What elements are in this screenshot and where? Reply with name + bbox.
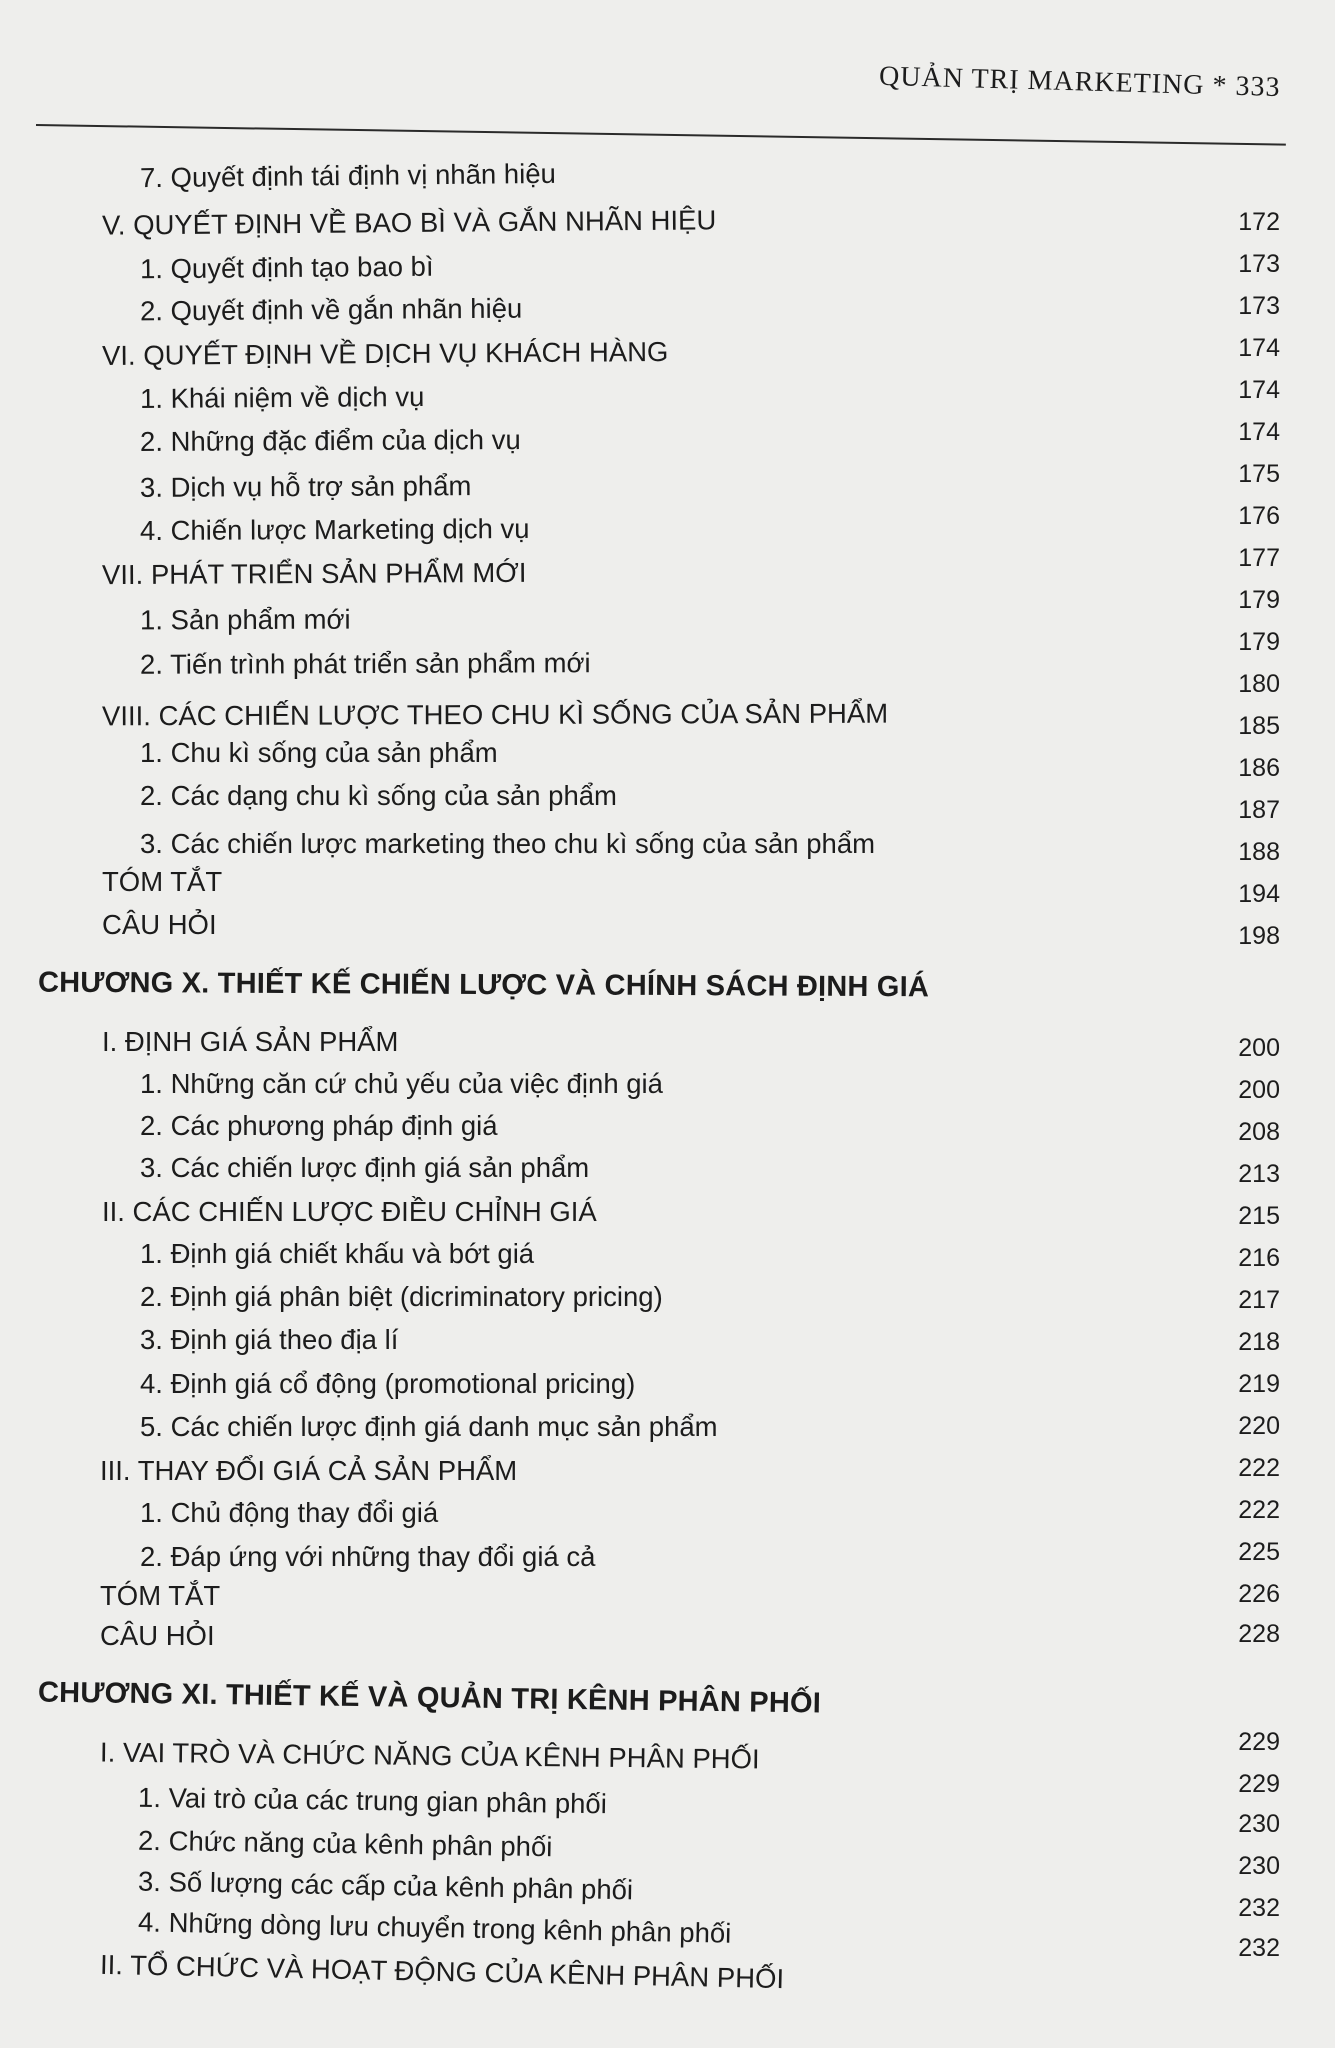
toc-entry: CÂU HỎI — [102, 909, 217, 940]
page-number: 179 — [1238, 628, 1280, 656]
page-number: 229 — [1238, 1728, 1280, 1756]
page-number: 173 — [1238, 250, 1280, 278]
page-number: 175 — [1238, 460, 1280, 488]
page-number: 174 — [1238, 334, 1280, 362]
toc-entry: I. VAI TRÒ VÀ CHỨC NĂNG CỦA KÊNH PHÂN PHỐI — [99, 1736, 760, 1775]
toc-entry: 5. Các chiến lược định giá danh mục sản phẩm — [140, 1411, 718, 1442]
toc-entry: 1. Chủ động thay đổi giá — [140, 1497, 439, 1528]
toc-entry: 2. Chức năng của kênh phân phối — [137, 1824, 553, 1863]
page-number: 222 — [1238, 1496, 1280, 1524]
page-number: 208 — [1238, 1118, 1280, 1146]
toc-entry: VIII. CÁC CHIẾN LƯỢC THEO CHU KÌ SỐNG CỦA SẢN PHẨM — [101, 697, 889, 732]
toc-entry: 1. Sản phẩm mới — [139, 603, 351, 636]
toc-entry: 1. Những căn cứ chủ yếu của việc định giá — [140, 1068, 663, 1099]
page-number: 179 — [1238, 586, 1280, 614]
page-number: 200 — [1238, 1076, 1280, 1104]
page-number: 174 — [1238, 418, 1280, 446]
toc-entry: VI. QUYẾT ĐỊNH VỀ DỊCH VỤ KHÁCH HÀNG — [101, 336, 669, 371]
page-number: 194 — [1238, 880, 1280, 908]
page-number: 230 — [1238, 1810, 1280, 1838]
page-number: 215 — [1238, 1202, 1280, 1230]
toc-entry: 1. Khái niệm về dịch vụ — [139, 381, 425, 414]
toc-entry: 2. Định giá phân biệt (dicriminatory pricing) — [140, 1281, 663, 1312]
page-number: 225 — [1238, 1538, 1280, 1566]
page-number: 200 — [1238, 1034, 1280, 1062]
page-number: 226 — [1238, 1580, 1280, 1608]
page-number: 174 — [1238, 376, 1280, 404]
toc-entry: 3. Số lượng các cấp của kênh phân phối — [137, 1865, 634, 1906]
toc-entry: II. CÁC CHIẾN LƯỢC ĐIỀU CHỈNH GIÁ — [102, 1196, 597, 1227]
header-rule — [36, 124, 1286, 146]
page-number: 220 — [1238, 1412, 1280, 1440]
running-header: QUẢN TRỊ MARKETING * 333 — [878, 60, 1281, 103]
page-number: 198 — [1238, 922, 1280, 950]
page-number: 186 — [1238, 754, 1280, 782]
toc-entry: 2. Quyết định về gắn nhãn hiệu — [139, 292, 523, 327]
chapter-heading: CHƯƠNG XI. THIẾT KẾ VÀ QUẢN TRỊ KÊNH PHÂN PHỐI — [37, 1676, 822, 1720]
toc-entry: 2. Đáp ứng với những thay đổi giá cả — [140, 1541, 596, 1572]
toc-entry: V. QUYẾT ĐỊNH VỀ BAO BÌ VÀ GẮN NHÃN HIỆU — [101, 204, 717, 241]
page-number: 180 — [1238, 670, 1280, 698]
page-number: 213 — [1238, 1160, 1280, 1188]
page-number: 172 — [1238, 208, 1280, 236]
toc-entry: TÓM TẮT — [100, 1580, 221, 1611]
toc-entry: 2. Các phương pháp định giá — [140, 1110, 498, 1141]
page-number: 232 — [1238, 1934, 1280, 1962]
toc-entry: III. THAY ĐỔI GIÁ CẢ SẢN PHẨM — [100, 1455, 518, 1486]
toc-entry: 3. Định giá theo địa lí — [140, 1324, 399, 1355]
toc-entry: TÓM TẮT — [102, 866, 223, 897]
page-number: 219 — [1238, 1370, 1280, 1398]
page-number: 173 — [1238, 292, 1280, 320]
page-number: 218 — [1238, 1328, 1280, 1356]
page-number: 228 — [1238, 1620, 1280, 1648]
page-number: 230 — [1238, 1852, 1280, 1880]
toc-entry: II. TỔ CHỨC VÀ HOẠT ĐỘNG CỦA KÊNH PHÂN PHỐI — [99, 1948, 785, 1995]
toc-entry: 4. Chiến lược Marketing dịch vụ — [139, 512, 530, 547]
toc-entry: VII. PHÁT TRIỂN SẢN PHẨM MỚI — [101, 556, 527, 591]
toc-entry: 2. Những đặc điểm của dịch vụ — [139, 424, 521, 457]
toc-entry: 7. Quyết định tái định vị nhãn hiệu — [139, 157, 556, 194]
toc-entry: 3. Các chiến lược marketing theo chu kì sống của sản phẩm — [140, 828, 876, 859]
page-number: 217 — [1238, 1286, 1280, 1314]
toc-entry: 1. Định giá chiết khấu và bớt giá — [140, 1238, 535, 1269]
page-number: 177 — [1238, 544, 1280, 572]
page-number: 185 — [1238, 712, 1280, 740]
page-number: 176 — [1238, 502, 1280, 530]
page-number: 188 — [1238, 838, 1280, 866]
toc-entry: 2. Tiến trình phát triển sản phẩm mới — [139, 647, 591, 680]
toc-entry: I. ĐỊNH GIÁ SẢN PHẨM — [102, 1026, 399, 1057]
page-number: 222 — [1238, 1454, 1280, 1482]
toc-entry: 1. Vai trò của các trung gian phân phối — [137, 1781, 608, 1820]
page-number: 229 — [1238, 1770, 1280, 1798]
toc-entry: 2. Các dạng chu kì sống của sản phẩm — [140, 780, 617, 811]
page-number: 187 — [1238, 796, 1280, 824]
toc-entry: 3. Dịch vụ hỗ trợ sản phẩm — [139, 470, 472, 503]
toc-entry: 1. Chu kì sống của sản phẩm — [140, 737, 498, 768]
toc-entry: CÂU HỎI — [100, 1620, 215, 1651]
chapter-heading: CHƯƠNG X. THIẾT KẾ CHIẾN LƯỢC VÀ CHÍNH SÁCH ĐỊNH GIÁ — [37, 966, 930, 1004]
page-number: 232 — [1238, 1894, 1280, 1922]
toc-entry: 1. Quyết định tạo bao bì — [139, 250, 434, 285]
toc-entry: 3. Các chiến lược định giá sản phẩm — [140, 1152, 590, 1183]
page-number: 216 — [1238, 1244, 1280, 1272]
toc-entry: 4. Những dòng lưu chuyển trong kênh phân phối — [137, 1906, 732, 1949]
toc-entry: 4. Định giá cổ động (promotional pricing) — [140, 1368, 636, 1399]
